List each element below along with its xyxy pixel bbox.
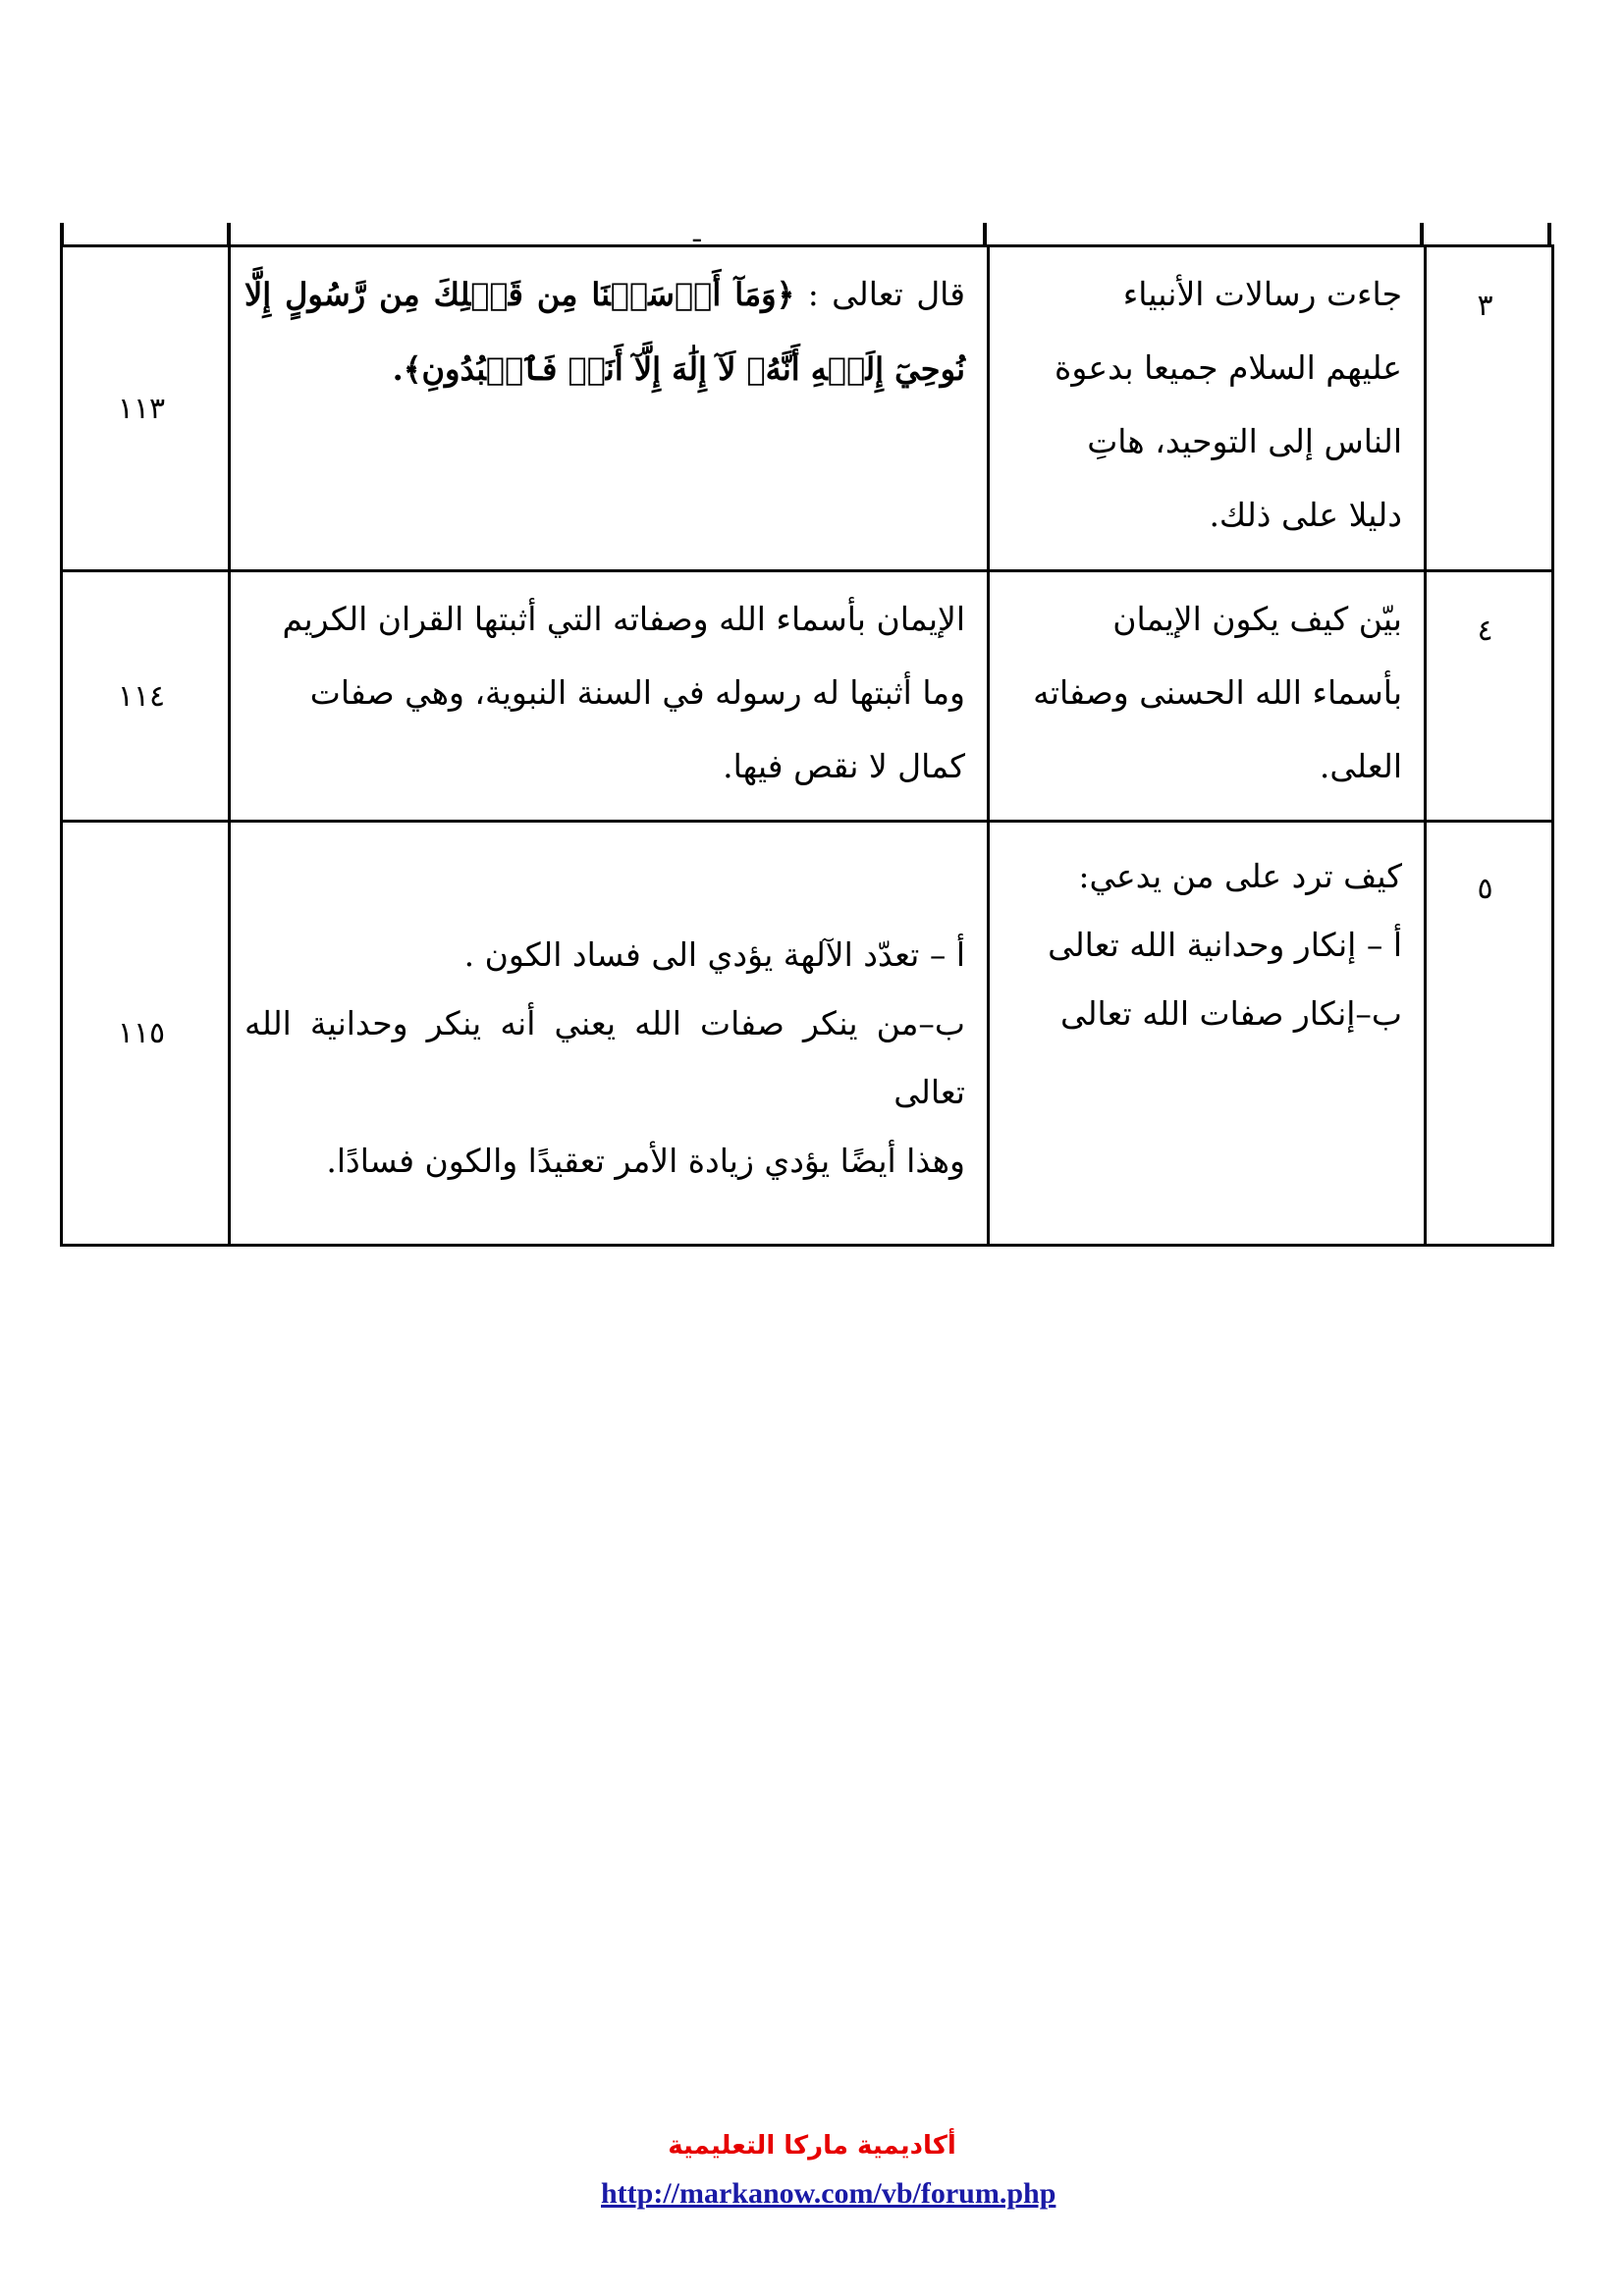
question-cell bbox=[989, 246, 1426, 571]
question-line: كيف ترد على من يدعي: bbox=[1078, 857, 1402, 895]
answer-cell bbox=[230, 822, 989, 1246]
qa-table bbox=[60, 244, 1554, 1247]
question-line: ب–إنكار صفات الله تعالى bbox=[1060, 994, 1402, 1033]
question-line: العلى. bbox=[1319, 747, 1402, 785]
question-number: ٤ bbox=[1426, 571, 1553, 822]
question-line: بأسماء الله الحسنى وصفاته bbox=[1033, 673, 1402, 712]
question-number: ٣ bbox=[1426, 246, 1553, 571]
stub-border bbox=[1420, 223, 1424, 244]
page-number: ١١٣ bbox=[62, 246, 230, 571]
question-line: جاءت رسالات الأنبياء bbox=[1122, 275, 1402, 313]
table-row bbox=[62, 571, 1553, 822]
question-number: ٥ bbox=[1426, 822, 1553, 1246]
quran-verse: ﴿وَمَآ أَرۡسَلۡنَا مِن قَبۡلِكَ مِن رَّسُولٍ إِلَّا نُوحِيٓ إِلَيۡهِ أَنَّهُۥ لَآ إِلَٰهَ إِلَّآ أَنَا۠ فَٱعۡبُدُونِ﴾. bbox=[244, 276, 965, 388]
answer-line: كمال لا نقص فيها. bbox=[723, 747, 965, 785]
question-cell bbox=[989, 571, 1426, 822]
table-row bbox=[62, 822, 1553, 1246]
page-number: ١١٥ bbox=[62, 822, 230, 1246]
stub-border bbox=[60, 223, 64, 244]
stub-border bbox=[1547, 223, 1551, 244]
stub-border bbox=[983, 223, 987, 244]
answer-line: ب–من ينكر صفات الله يعني أنه ينكر وحدانية الله تعالى bbox=[244, 1004, 965, 1111]
question-line: دليلا على ذلك. bbox=[1209, 496, 1402, 534]
footer-link[interactable]: http://markanow.com/vb/forum.php bbox=[601, 2177, 1056, 2210]
question-line: الناس إلى التوحيد، هاتِ bbox=[1087, 422, 1402, 460]
answer-cell bbox=[230, 571, 989, 822]
table-row bbox=[62, 246, 1553, 571]
stub-border bbox=[227, 223, 231, 244]
table-top-stub bbox=[60, 219, 1551, 248]
question-cell bbox=[989, 822, 1426, 1246]
stub-mark: ـ bbox=[693, 219, 701, 248]
answer-line: أ – تعدّد الآلهة يؤدي الى فساد الكون . bbox=[463, 935, 965, 974]
question-line: بيّن كيف يكون الإيمان bbox=[1112, 600, 1402, 638]
answer-line: وهذا أيضًا يؤدي زيادة الأمر تعقيدًا والكون فسادًا. bbox=[326, 1142, 965, 1180]
answer-line: وما أثبتها له رسوله في السنة النبوية، وهي صفات bbox=[309, 673, 965, 712]
footer-title: أكاديمية ماركا التعليمية bbox=[668, 2131, 956, 2161]
answer-intro: قال تعالى : bbox=[807, 275, 966, 313]
question-line: عليهم السلام جميعا بدعوة bbox=[1055, 348, 1402, 387]
answer-cell bbox=[230, 246, 989, 571]
page-number: ١١٤ bbox=[62, 571, 230, 822]
answer-line: الإيمان بأسماء الله وصفاته التي أثبتها القران الكريم bbox=[282, 600, 965, 638]
question-line: أ – إنكار وحدانية الله تعالى bbox=[1048, 926, 1402, 964]
